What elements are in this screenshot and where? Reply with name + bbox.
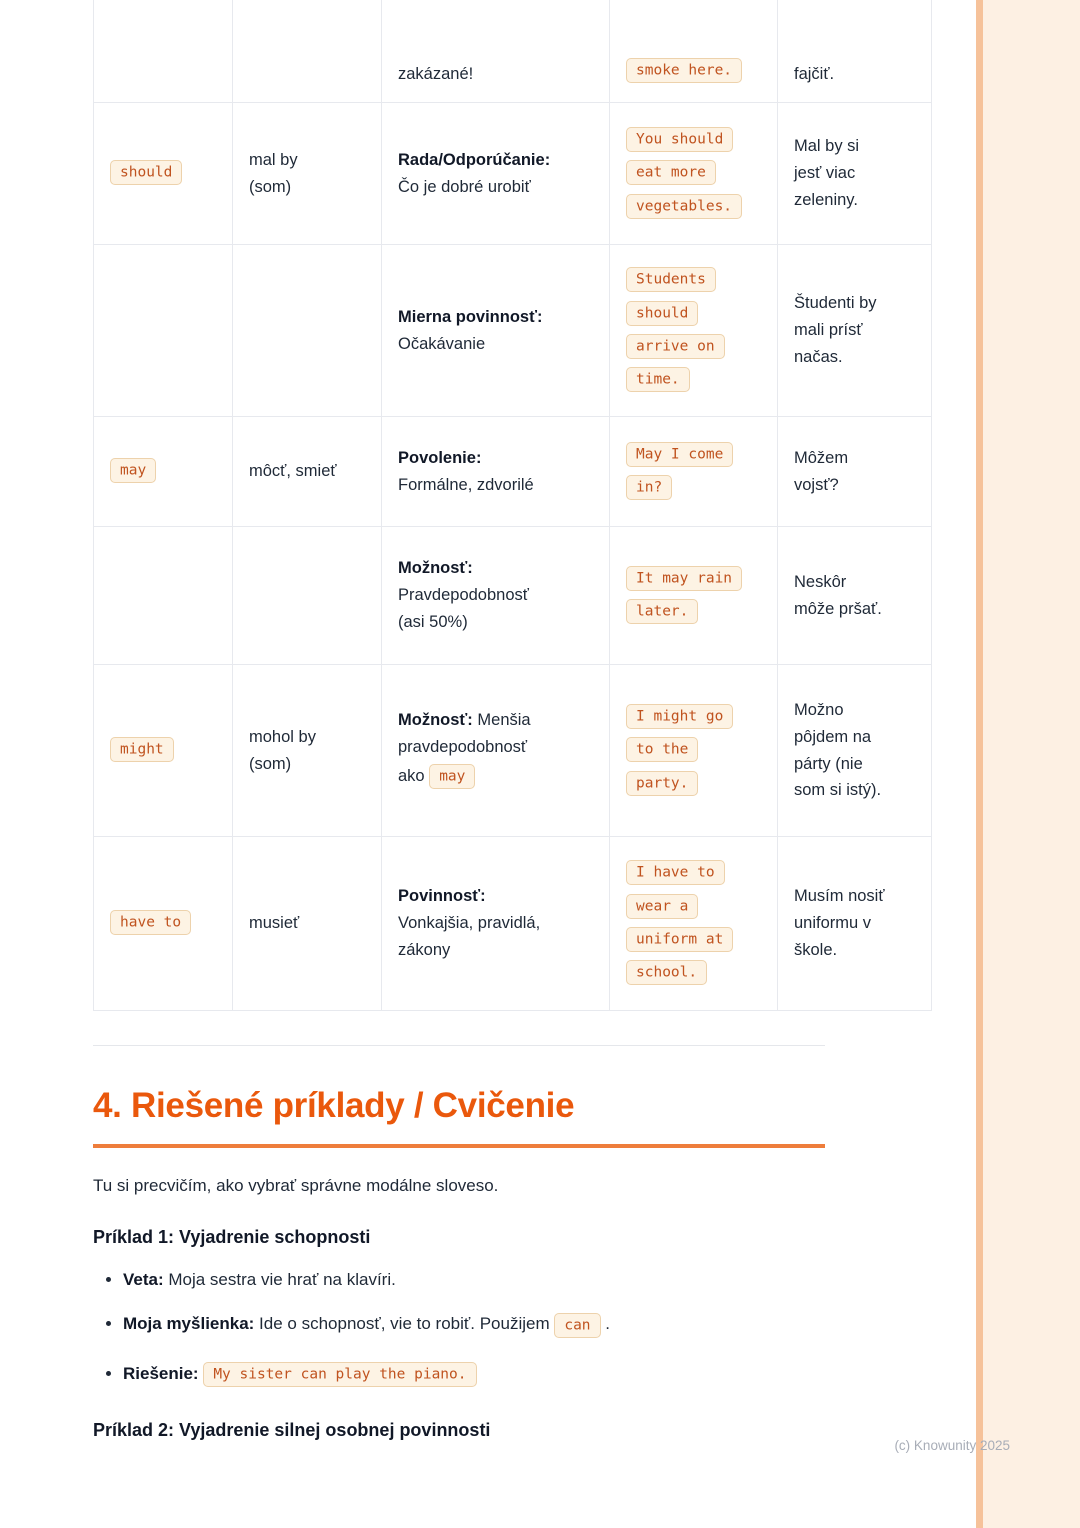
cell-example <box>610 837 778 1011</box>
text-run: párty (nie <box>794 754 863 773</box>
cell-example <box>610 527 778 665</box>
cell-usage <box>382 245 610 417</box>
cell-example <box>610 103 778 245</box>
text-run: Študenti by <box>794 294 877 313</box>
text-run: Môžem <box>794 448 849 467</box>
section-divider <box>93 1045 825 1046</box>
table-row <box>94 0 932 103</box>
table-row <box>94 527 932 665</box>
text-run: musieť <box>249 914 300 933</box>
cell-meaning <box>233 417 382 527</box>
text-run: pravdepodobnosť <box>398 737 528 756</box>
cell-translation <box>778 0 932 103</box>
cell-example <box>610 0 778 103</box>
bold-label: Moja myšlienka: <box>123 1314 255 1334</box>
text-run: zakázané! <box>398 65 474 84</box>
right-margin-strip <box>983 0 1080 1528</box>
inline-code: It may rain later. <box>626 566 742 624</box>
cell-example <box>610 665 778 837</box>
text-run: Neskôr <box>794 572 847 591</box>
bold-label: Rada/Odporúčanie: <box>398 150 551 169</box>
text-run: (som) <box>249 754 292 773</box>
inline-code: I have to wear a uniform at school. <box>626 860 733 985</box>
inline-code: Students should arrive on time. <box>626 267 725 392</box>
cell-translation <box>778 665 932 837</box>
inline-code: You should eat more vegetables. <box>626 127 742 219</box>
inline-code: may <box>110 458 156 483</box>
table-row <box>94 245 932 417</box>
cell-modal <box>94 0 233 103</box>
cell-usage <box>382 417 610 527</box>
text-run: (som) <box>249 177 292 196</box>
text-run: Moja sestra vie hrať na klavíri. <box>163 1270 396 1290</box>
modal-verbs-table <box>93 0 932 1011</box>
cell-usage <box>382 527 610 665</box>
inline-code: My sister can play the piano. <box>203 1362 476 1387</box>
text-run: môže pršať. <box>794 599 882 618</box>
text-run: vojsť? <box>794 475 839 494</box>
bullet-item <box>123 1359 813 1392</box>
text-run: Vonkajšia, pravidlá, <box>398 914 541 933</box>
cell-modal <box>94 665 233 837</box>
section-heading: 4. Riešené príklady / Cvičenie <box>93 1086 825 1148</box>
text-run: Ide o schopnosť, vie to robiť. Použijem <box>254 1314 555 1334</box>
footer-credit: (c) Knowunity 2025 <box>894 1438 1010 1453</box>
cell-meaning <box>233 245 382 417</box>
cell-usage <box>382 103 610 245</box>
cell-meaning <box>233 837 382 1011</box>
table-row <box>94 417 932 527</box>
text-run: mal by <box>249 150 298 169</box>
bold-label: Povinnosť: <box>398 887 486 906</box>
inline-code: may <box>429 764 475 789</box>
inline-code: should <box>110 160 182 185</box>
example1-title: Príklad 1: Vyjadrenie schopnosti <box>93 1227 371 1248</box>
bold-label: Možnosť: <box>398 559 473 578</box>
text-run: som si istý). <box>794 781 882 800</box>
cell-modal <box>94 103 233 245</box>
inline-code: can <box>554 1313 600 1338</box>
text-run: fajčiť. <box>794 65 835 84</box>
table-row <box>94 665 932 837</box>
page-edge-line <box>976 0 983 1528</box>
cell-example <box>610 245 778 417</box>
text-run: (asi 50%) <box>398 612 468 631</box>
cell-modal <box>94 245 233 417</box>
text-run: zeleniny. <box>794 190 858 209</box>
bold-label: Povolenie: <box>398 448 482 467</box>
bullet-list <box>93 1266 813 1392</box>
cell-meaning <box>233 0 382 103</box>
text-run: mali prísť <box>794 321 863 340</box>
text-run: uniformu v <box>794 914 872 933</box>
text-run: Mal by si <box>794 137 860 156</box>
text-run: načas. <box>794 347 843 366</box>
cell-translation <box>778 417 932 527</box>
text-run: . <box>600 1314 610 1334</box>
text-run: jesť viac <box>794 164 856 183</box>
text-run: Menšia <box>472 711 531 730</box>
text-run: môcť, smieť <box>249 462 337 481</box>
text-run: Formálne, zdvorilé <box>398 475 534 494</box>
text-run: Očakávanie <box>398 334 486 353</box>
inline-code: May I come in? <box>626 442 733 500</box>
text-run: zákony <box>398 940 451 959</box>
cell-usage <box>382 0 610 103</box>
cell-meaning <box>233 665 382 837</box>
cell-usage <box>382 837 610 1011</box>
bold-label: Možnosť: <box>398 711 473 730</box>
text-run: škole. <box>794 940 838 959</box>
text-run: Musím nosiť <box>794 887 885 906</box>
text-run: ako <box>398 766 430 785</box>
cell-translation <box>778 837 932 1011</box>
text-run: Čo je dobré urobiť <box>398 177 531 196</box>
bullet-item <box>123 1309 813 1342</box>
inline-code: might <box>110 737 174 762</box>
inline-code: have to <box>110 910 191 935</box>
inline-code: I might go to the party. <box>626 704 733 796</box>
example2-title: Príklad 2: Vyjadrenie silnej osobnej povinnosti <box>93 1420 491 1441</box>
bold-label: Mierna povinnosť: <box>398 307 543 326</box>
cell-meaning <box>233 103 382 245</box>
table-row <box>94 103 932 245</box>
cell-modal <box>94 417 233 527</box>
cell-translation <box>778 103 932 245</box>
cell-modal <box>94 837 233 1011</box>
text-run: Pravdepodobnosť <box>398 586 529 605</box>
text-run: mohol by <box>249 727 316 746</box>
cell-example <box>610 417 778 527</box>
text-run: pôjdem na <box>794 727 872 746</box>
text-run: Možno <box>794 701 844 720</box>
cell-usage <box>382 665 610 837</box>
table-body <box>94 0 932 1011</box>
inline-code: smoke here. <box>626 58 742 83</box>
cell-translation <box>778 527 932 665</box>
cell-meaning <box>233 527 382 665</box>
cell-modal <box>94 527 233 665</box>
bold-label: Veta: <box>123 1270 164 1290</box>
intro-paragraph: Tu si precvičím, ako vybrať správne modálne sloveso. <box>93 1176 499 1195</box>
bullet-item <box>123 1266 813 1293</box>
table-row <box>94 837 932 1011</box>
bold-label: Riešenie: <box>123 1363 199 1383</box>
cell-translation <box>778 245 932 417</box>
